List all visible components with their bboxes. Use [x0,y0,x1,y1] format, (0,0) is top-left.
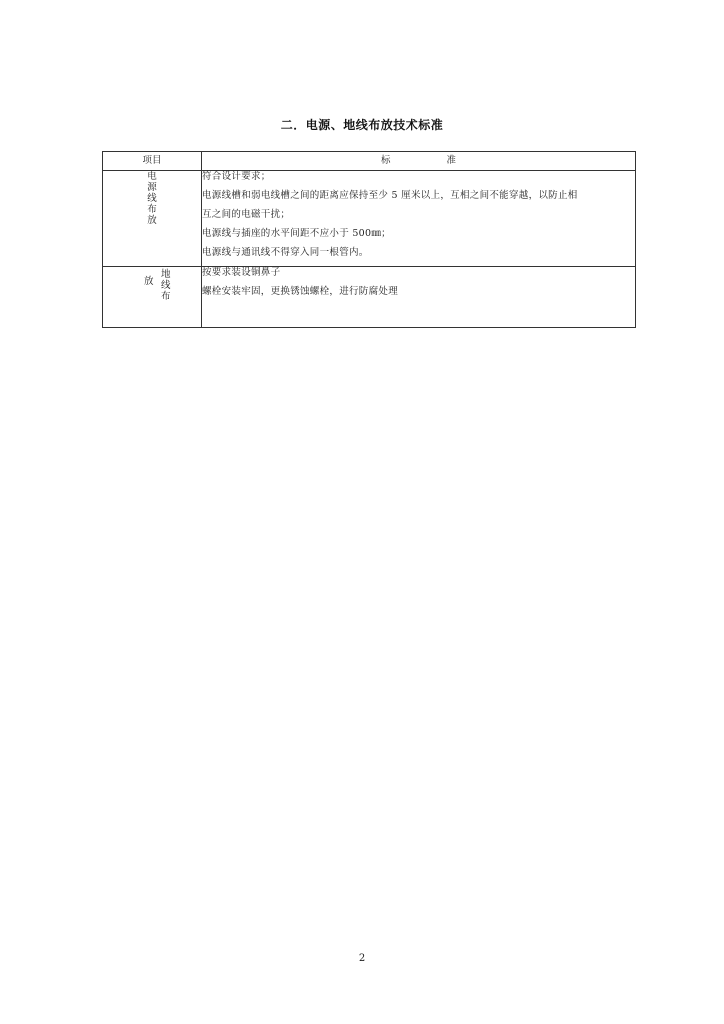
standard-line: 电源线与通讯线不得穿入同一根管内。 [202,247,369,258]
item-char: 线 [147,193,157,204]
page-title: 二．电源、地线布放技术标准 [280,118,444,132]
standards-table [102,151,636,328]
table-row [103,171,636,267]
table-header-row [103,152,636,171]
item-char: 电 [147,171,157,182]
standard-line: 螺栓安装牢固，更换锈蚀螺栓，进行防腐处理 [202,286,399,297]
standard-line: 电源线槽和弱电线槽之间的距离应保持至少 5 厘米以上，互相之间不能穿越，以防止相 [202,190,578,201]
item-char: 线 [161,280,171,291]
header-standard [202,152,636,171]
row-item-power [103,171,202,267]
page-number: 2 [358,953,366,964]
standard-line: 电源线与插座的水平间距不应小于 500㎜； [202,228,391,239]
header-standard-left: 标 [380,155,391,166]
header-standard-right: 准 [446,155,457,166]
item-char: 源 [147,182,157,193]
item-char: 放 [147,215,157,226]
standard-line: 按要求装设铜鼻子 [202,267,281,278]
row-standard-ground [202,267,636,328]
standard-line: 符合设计要求； [202,171,271,182]
row-item-ground [103,267,202,328]
item-char: 布 [147,204,157,215]
item-char: 地 [161,269,171,280]
row-standard-power [202,171,636,267]
item-char: 放 [144,276,154,287]
header-item: 项目 [103,152,202,171]
table-row [103,267,636,328]
standard-line: 互之间的电磁干扰； [202,209,291,220]
item-char: 布 [161,291,171,302]
